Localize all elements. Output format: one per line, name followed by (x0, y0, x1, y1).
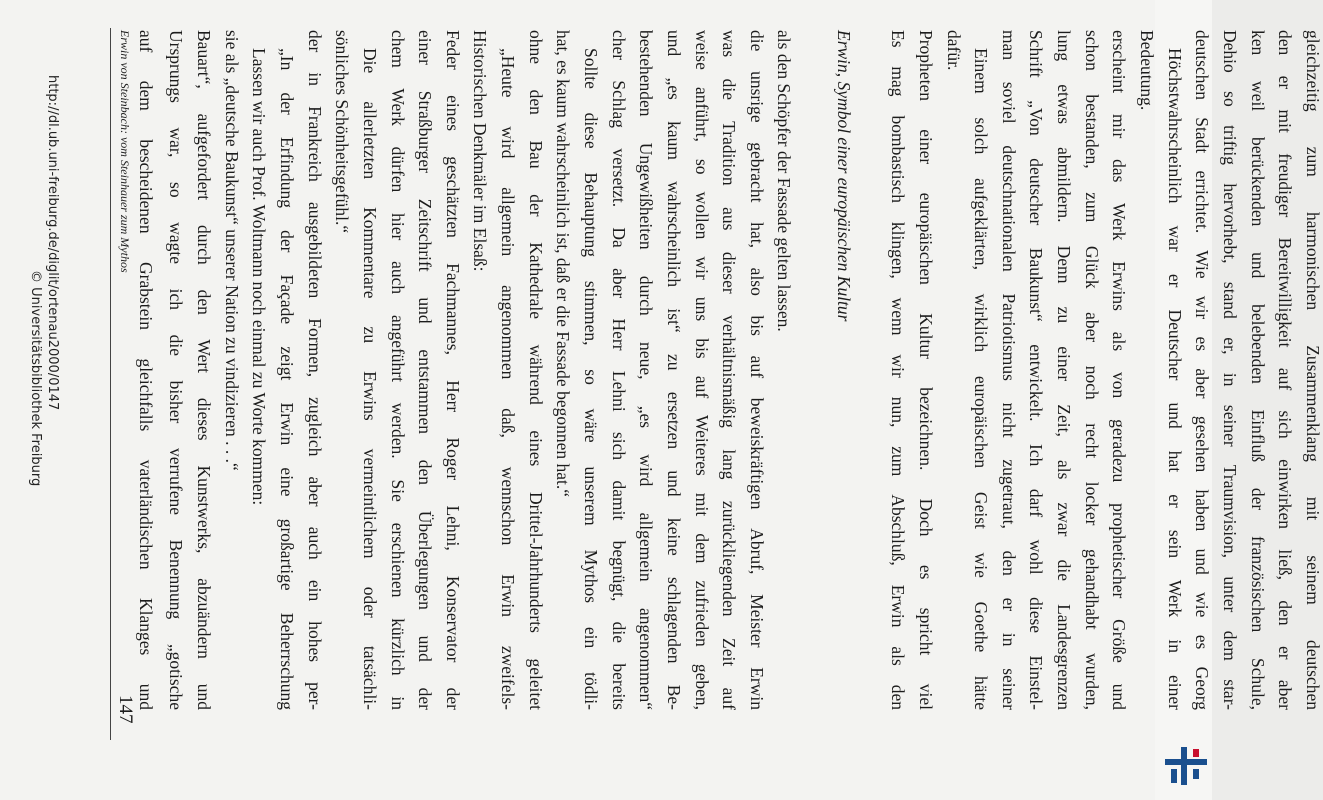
text-line: sönliches Schönheitsgefühl.“ (332, 30, 352, 234)
text-line: dafür. (944, 30, 964, 71)
rotated-document-page (28, 0, 1323, 800)
text-line: Schrift „Von deutscher Baukunst“ entwickelt. Ich darf wohl diese Einstel- (1026, 30, 1046, 710)
text-line: Bauart“, aufgefordert durch den Wert dieses Kunstwerks, abzuändern und (194, 30, 214, 710)
source-url[interactable]: http://dl.ub.uni-freiburg.de/diglit/ortenau2000/0147 (45, 75, 60, 411)
section-heading: Erwin, Symbol einer europäischen Kultur (834, 30, 854, 322)
text-line: hat, es kaum wahrscheinlich ist, daß er die Fassade begonnen hat.“ (553, 30, 573, 498)
text-line: Lassen wir auch Prof. Woltmann noch einmal zu Worte kommen: (249, 48, 269, 506)
text-line: den er mit freudiger Bereitwilligkeit auf sich einwirken ließ, den er aber (1275, 30, 1295, 710)
text-line: „In der Erfindung der Façade zeigt Erwin eine großartige Beherrschung (277, 48, 297, 710)
text-line: man soviel deutschnationalen Patriotismus nicht zugetraut, den er in seiner (999, 30, 1019, 710)
text-line: ken weil berückenden und belebenden Einfluß der französischen Schule, (1248, 30, 1268, 710)
text-line: cher Schlag versetzt. Da aber Herr Lehni sich damit begnügt, die bereits (609, 30, 629, 710)
text-line: Historischen Denkmäler im Elsaß: (470, 30, 490, 272)
text-line: schon bestanden, zum Glück aber noch recht locker gehandhabt wurden, (1082, 30, 1102, 710)
text-line: Dehio so triftig hervorhebt, stand er, in seiner Traumvision, unter dem star- (1220, 30, 1240, 710)
text-line: „Heute wird allgemein angenommen daß, wennschon Erwin zweifels- (498, 48, 518, 710)
text-line: lung etwas abmildern. Denn zu einer Zeit, als zwar die Landesgrenzen (1054, 30, 1074, 710)
header-rule (110, 28, 111, 740)
text-line: ohne den Bau der Kathedrale während eines Drittel-Jahrhunderts geleitet (526, 30, 546, 710)
text-line: erscheint mir das Werk Erwins als von geradezu prophetischer Größe und (1109, 30, 1129, 710)
text-line: als den Schöpfer der Fassade gelten lassen. (774, 30, 794, 332)
text-line: Bedeutung. (1137, 30, 1157, 111)
text-line: deutschen Stadt errichtet. Wie wir es aber gesehen haben und wie es Georg (1192, 30, 1212, 710)
text-line: Einem solch aufgeklärten, wirklich europäischen Geist wie Goethe hätte (971, 48, 991, 710)
page-number: 147 (115, 695, 136, 724)
running-head: Erwin von Steinbach: vom Steinhauer zum Mythos (118, 30, 132, 273)
copyright-notice: © Universitätsbibliothek Freiburg (28, 270, 43, 487)
text-line: der in Frankreich ausgebildeten Formen, zugleich aber auch ein hohes per- (305, 30, 325, 710)
text-line: und „es kaum wahrscheinlich ist“ zu ersetzen und keine schlagenden Be- (664, 30, 684, 710)
text-line: sie als „deutsche Baukunst“ unserer Nation zu vindizieren . . .“ (222, 30, 242, 471)
text-line: Es mag bombastisch klingen, wenn wir nun, zum Abschluß, Erwin als den (888, 30, 908, 710)
text-line: chem Werk dürfen hier auch angeführt werden. Sie erschienen kürzlich in (388, 30, 408, 710)
text-line: einer Straßburger Zeitschrift und entstammen den Überlegungen und der (415, 30, 435, 710)
text-line: Propheten einer europäischen Kultur bezeichnen. Doch es spricht viel (916, 30, 936, 710)
text-line: Feder eines geschätzten Fachmannes, Herr Roger Lehni, Konservator der (443, 30, 463, 710)
text-line: Ursprungs war, so wagte ich die bisher verrufene Benennung „gotische (166, 30, 186, 710)
text-line: Die allerletzten Kommentare zu Erwins vermeintlichem oder tatsächli- (360, 48, 380, 710)
text-line: die unsrige gebracht hat, also bis auf beweiskräftigen Abruf, Meister Erwin (747, 30, 767, 710)
text-line: auf dem bescheidenen Grabstein gleichfalls vaterländischen Klanges und (136, 30, 156, 710)
text-line: bestehenden Ungewißheiten durch neue, „es wird allgemein angenommen“ (636, 30, 656, 710)
text-line: Sollte diese Behauptung stimmen, so wäre unserem Mythos ein tödli- (581, 48, 601, 710)
text-line: Höchstwahrscheinlich war er Deutscher und hat er sein Werk in einer (1165, 48, 1185, 710)
library-logo-icon (1165, 745, 1207, 787)
text-line: weise anführt, so wollen wir uns bis auf Weiteres mit dem zufrieden geben, (692, 30, 712, 710)
text-line: gleichzeitig zum harmonischen Zusammenklang mit seinem deutschen (1303, 30, 1323, 710)
text-line: was die Tradition aus dieser verhältnismäßig lang zurückliegenden Zeit auf (719, 30, 739, 710)
